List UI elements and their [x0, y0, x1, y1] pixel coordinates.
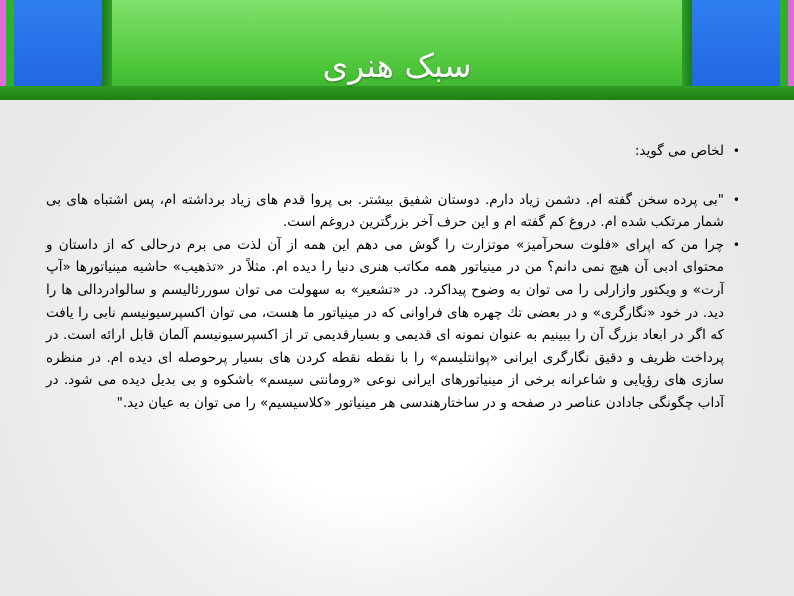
bullet-dot-icon: • [732, 144, 740, 158]
bullet-text: لخاص می گوید: [634, 143, 724, 159]
bullet-text: چرا من که اپرای «فلوت سحرآمیز» موتزارت را گوش می دهم این همه از آن لذت می برم درحالی که از داستان و محتوای ادبی آن هیچ نمی دانم؟ من در مینیاتور همه مکاتب هنری دنیا را دیده ام. مثلاً در «تذهیب» حاشیه مینیاتورها «آپ آرت» و ویکتور وازارلی را می توان به وضوح پیداکرد. در «تشعیر» به سهولت می توان سوررئالیسم و سالوادردالی ها را دید. در خود «نگارگری» و در بعضی تك چهره های فراوانی که در مینیاتور ما هست، می توان اکسپرسیونیسم نابی را یافت که اگر در ابعاد بزرگ آن را ببینیم به عنوان نمونه ای قدیمی و بسیارقدیمی تر از اکسپرسیونیسم آلمان قابل ارائه است. در پرداخت ظریف و دقیق نگارگری ایرانی «پوانتلیسم» را با نقطه نقطه کردن های بسیار پرحوصله ای دیده ام. در منظره سازی های رؤیایی و شاعرانه برخی از مینیاتورهای ایرانی نوعی «رومانتی سیسم» باشکوه و بی بدیل دیده می شود. در آداب چگونگی جادادن عناصر در صفحه و در ساختارهندسی هر مینیاتور «کلاسیسیم» را می توان به عیان دید." [46, 236, 724, 411]
bullet-text: "بی پرده سخن گفته ام. دشمن زیاد دارم. دوستان شفیق بیشتر. بی پروا قدم های زیاد برداشته ام، پس اشتباه های بی شمار مرتکب شده ام. دروغ کم گفته ام و این حرف آخر بزرگترین دروغم است. [46, 191, 724, 231]
bullet-item [46, 234, 744, 415]
slide-title: سبک هنری [322, 46, 472, 85]
slide-header-band [0, 0, 794, 100]
bullet-item [46, 140, 744, 163]
bullet-dot-icon: • [732, 192, 740, 207]
slide-body [46, 140, 744, 415]
bullet-item [46, 189, 744, 234]
bullet-dot-icon: • [732, 237, 740, 252]
